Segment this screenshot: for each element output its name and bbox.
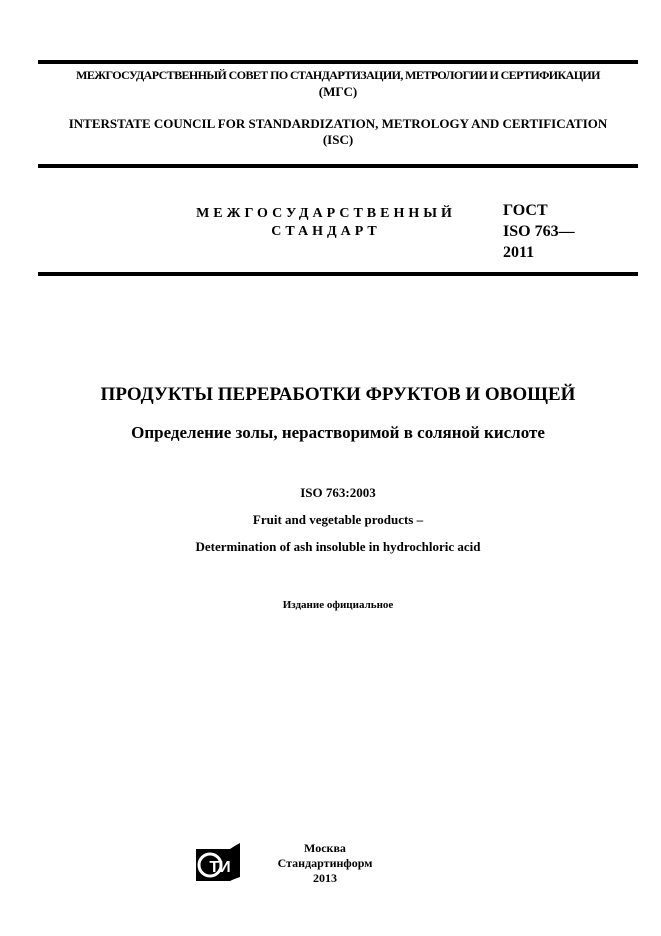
english-title-line1: Fruit and vegetable products –	[252, 512, 424, 527]
council-ru: МЕЖГОСУДАРСТВЕННЫЙ СОВЕТ ПО СТАНДАРТИЗАЦИИ, МЕТРОЛОГИИ И СЕРТИФИКАЦИИ	[76, 68, 600, 82]
standard-type-line1: МЕЖГОСУДАРСТВЕННЫЙ	[196, 206, 456, 221]
standard-code	[503, 200, 575, 263]
edition-note: Издание официальное	[282, 599, 394, 611]
council-ru-abbr: (МГС)	[318, 84, 358, 99]
imprint-year: 2013	[313, 871, 337, 885]
document-subtitle: Определение золы, нерастворимой в соляной кислоте	[131, 423, 545, 442]
standard-type-line2: СТАНДАРТ	[271, 224, 381, 239]
english-title-line2: Determination of ash insoluble in hydrochloric acid	[195, 539, 481, 554]
standard-type	[190, 205, 462, 241]
imprint-publisher: Стандартинформ	[277, 856, 373, 870]
bottom-rule	[38, 272, 638, 276]
imprint	[240, 841, 410, 886]
imprint-city: Москва	[304, 841, 346, 855]
top-rule	[38, 60, 638, 64]
iso-reference: ISO 763:2003	[300, 485, 376, 500]
standartinform-logo-icon	[194, 843, 242, 881]
middle-rule	[38, 164, 638, 168]
code-line2: ISO 763—	[503, 223, 575, 240]
code-line3: 2011	[503, 244, 535, 261]
council-en: INTERSTATE COUNCIL FOR STANDARDIZATION, METROLOGY AND CERTIFICATION	[68, 116, 608, 131]
code-line1: ГОСТ	[503, 202, 548, 219]
document-title: ПРОДУКТЫ ПЕРЕРАБОТКИ ФРУКТОВ И ОВОЩЕЙ	[100, 384, 576, 405]
svg-text:ТИ: ТИ	[209, 859, 231, 876]
council-en-abbr: (ISC)	[322, 132, 354, 147]
